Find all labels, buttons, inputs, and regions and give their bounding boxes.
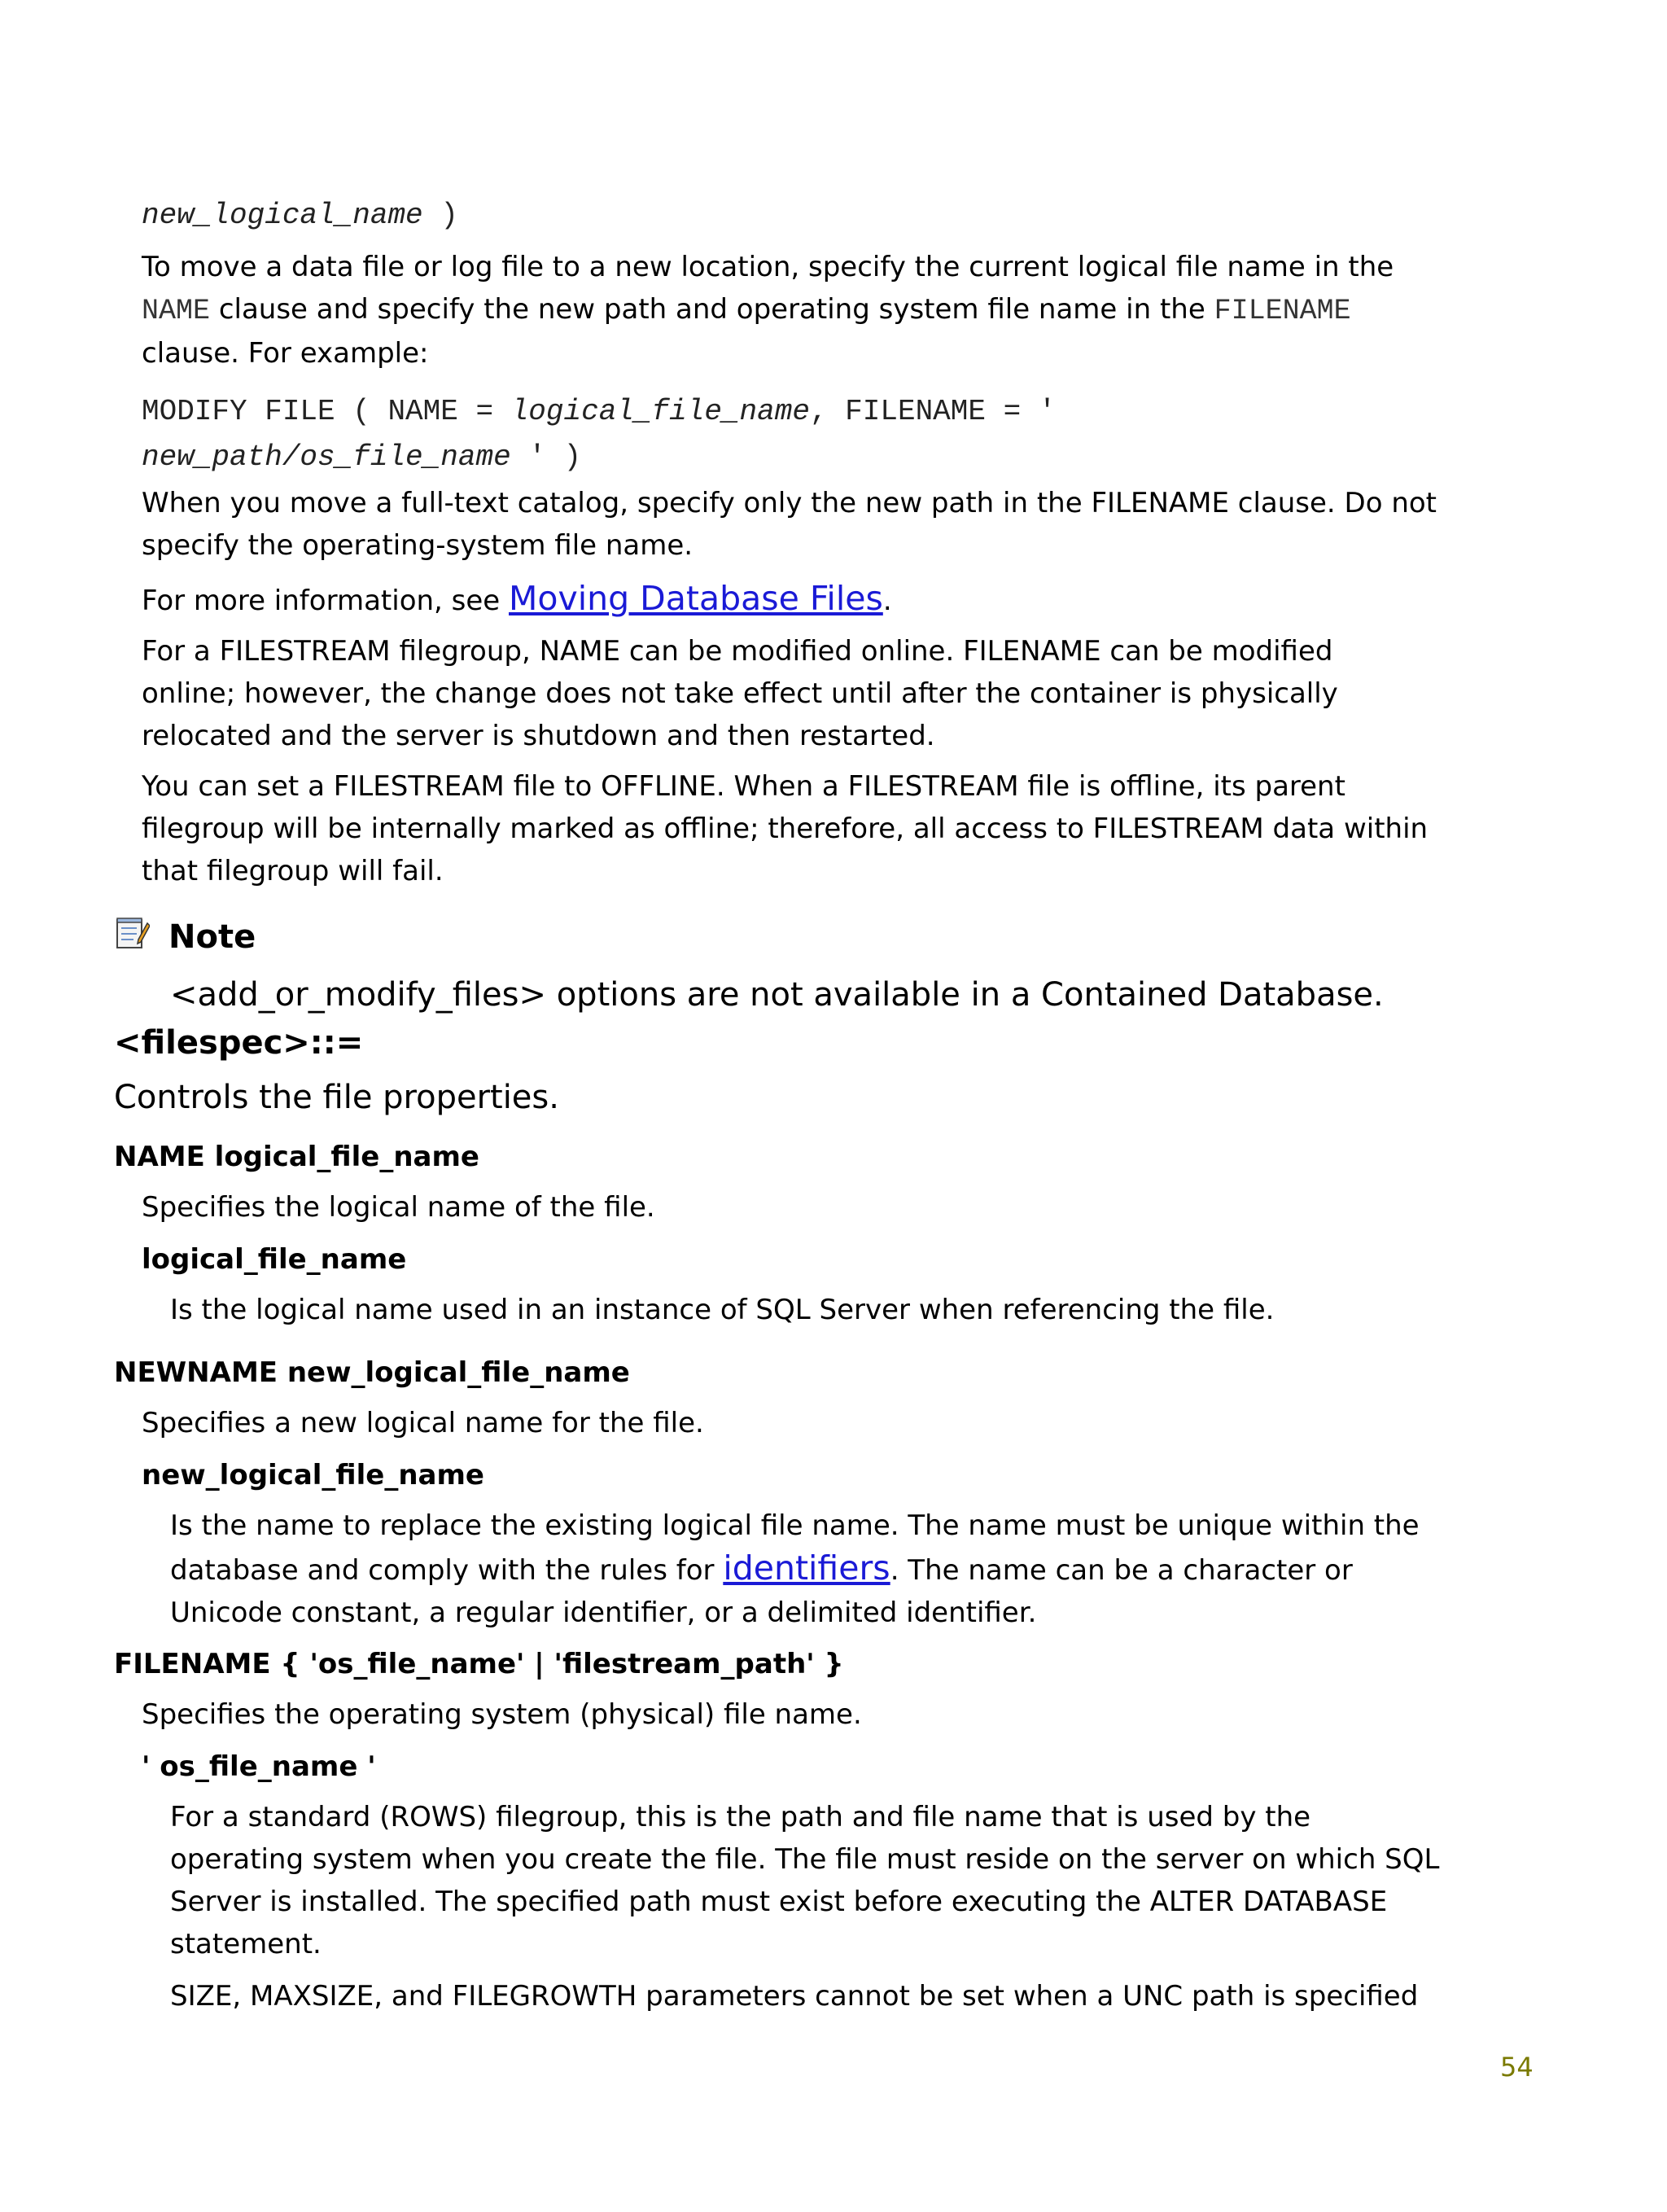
identifiers-link[interactable]: identifiers: [723, 1548, 890, 1588]
os-file-name-heading: ' os_file_name ': [142, 1750, 376, 1783]
note-pad-icon: [114, 915, 150, 951]
text-span: .: [882, 585, 892, 617]
logical-file-name-heading: logical_file_name: [142, 1243, 407, 1276]
text-span: For more information, see: [142, 585, 510, 617]
text-line: that filegroup will fail.: [142, 855, 444, 887]
text-line: Unicode constant, a regular identifier, or a delimited identifier.: [170, 1597, 1037, 1629]
inline-code: NAME: [142, 295, 211, 327]
more-info-paragraph: [142, 574, 892, 625]
code-ident: new_path/os_file_name: [142, 440, 511, 474]
newname-heading: NEWNAME new_logical_file_name: [114, 1356, 630, 1389]
move-file-paragraph: [142, 246, 1394, 375]
code-line: [142, 435, 1056, 480]
text-line: relocated and the server is shutdown and then restarted.: [142, 720, 935, 752]
new-logical-file-name-paragraph: [170, 1505, 1420, 1634]
text-span: database and comply with the rules for: [170, 1554, 724, 1587]
text-line: operating system when you create the file. The file must reside on the server on which SQL: [170, 1843, 1440, 1876]
text-line: To move a data file or log file to a new location, specify the current logical file name in the: [142, 251, 1394, 283]
code-ident: new_logical_name: [142, 199, 423, 232]
note-text: <add_or_modify_files> options are not available in a Contained Database.: [170, 976, 1384, 1014]
code-text: MODIFY FILE ( NAME =: [142, 395, 511, 428]
text-line: You can set a FILESTREAM file to OFFLINE. When a FILESTREAM file is offline, its parent: [142, 770, 1345, 803]
text-line: [142, 288, 1394, 332]
text-line: When you move a full-text catalog, specify only the new path in the FILENAME clause. Do not: [142, 487, 1437, 519]
note-title: Note: [168, 918, 256, 956]
os-file-name-paragraph: [170, 1796, 1439, 1965]
text-span: clause and specify the new path and operating system file name in the: [210, 293, 1214, 326]
new-logical-file-name-heading: new_logical_file_name: [142, 1459, 484, 1491]
code-line: [142, 389, 1056, 435]
text-line: For a FILESTREAM filegroup, NAME can be modified online. FILENAME can be modified: [142, 635, 1333, 668]
newname-description: Specifies a new logical name for the file.: [142, 1407, 704, 1439]
text-line: specify the operating-system file name.: [142, 529, 693, 562]
modify-file-code-example: [142, 389, 1056, 480]
full-text-catalog-paragraph: [142, 482, 1437, 567]
text-line: For a standard (ROWS) filegroup, this is the path and file name that is used by the: [170, 1801, 1311, 1833]
filespec-heading: <filespec>::=: [114, 1024, 364, 1062]
text-line: Is the name to replace the existing logical file name. The name must be unique within the: [170, 1509, 1420, 1542]
text-line: Server is installed. The specified path must exist before executing the ALTER DATABASE: [170, 1886, 1388, 1918]
inline-code: FILENAME: [1214, 295, 1351, 327]
filename-description: Specifies the operating system (physical) file name.: [142, 1698, 862, 1731]
code-text: ' ): [510, 440, 582, 474]
name-logical-file-name-heading: NAME logical_file_name: [114, 1141, 479, 1173]
logical-file-name-description: Is the logical name used in an instance of SQL Server when referencing the file.: [170, 1294, 1275, 1326]
code-ident: logical_file_name: [510, 395, 810, 428]
text-line: filegroup will be internally marked as offline; therefore, all access to FILESTREAM data within: [142, 813, 1429, 845]
filename-heading: FILENAME { 'os_file_name' | 'filestream_path' }: [114, 1648, 844, 1680]
unc-path-note: SIZE, MAXSIZE, and FILEGROWTH parameters cannot be set when a UNC path is specified: [170, 1980, 1419, 2013]
code-text: , FILENAME = ': [809, 395, 1057, 428]
name-description: Specifies the logical name of the file.: [142, 1191, 655, 1224]
moving-database-files-link[interactable]: Moving Database Files: [509, 579, 883, 618]
filestream-filegroup-paragraph: [142, 630, 1338, 757]
text-line: online; however, the change does not take effect until after the container is physically: [142, 677, 1338, 710]
text-line: [170, 1547, 1420, 1592]
filespec-description: Controls the file properties.: [114, 1079, 559, 1116]
page-number: 54: [1500, 2052, 1534, 2083]
text-line: statement.: [170, 1928, 322, 1960]
text-line: clause. For example:: [142, 337, 429, 370]
code-line-new-logical-name: [142, 199, 458, 232]
code-text: ): [422, 199, 458, 232]
text-span: . The name can be a character or: [890, 1554, 1353, 1587]
filestream-offline-paragraph: [142, 765, 1428, 892]
